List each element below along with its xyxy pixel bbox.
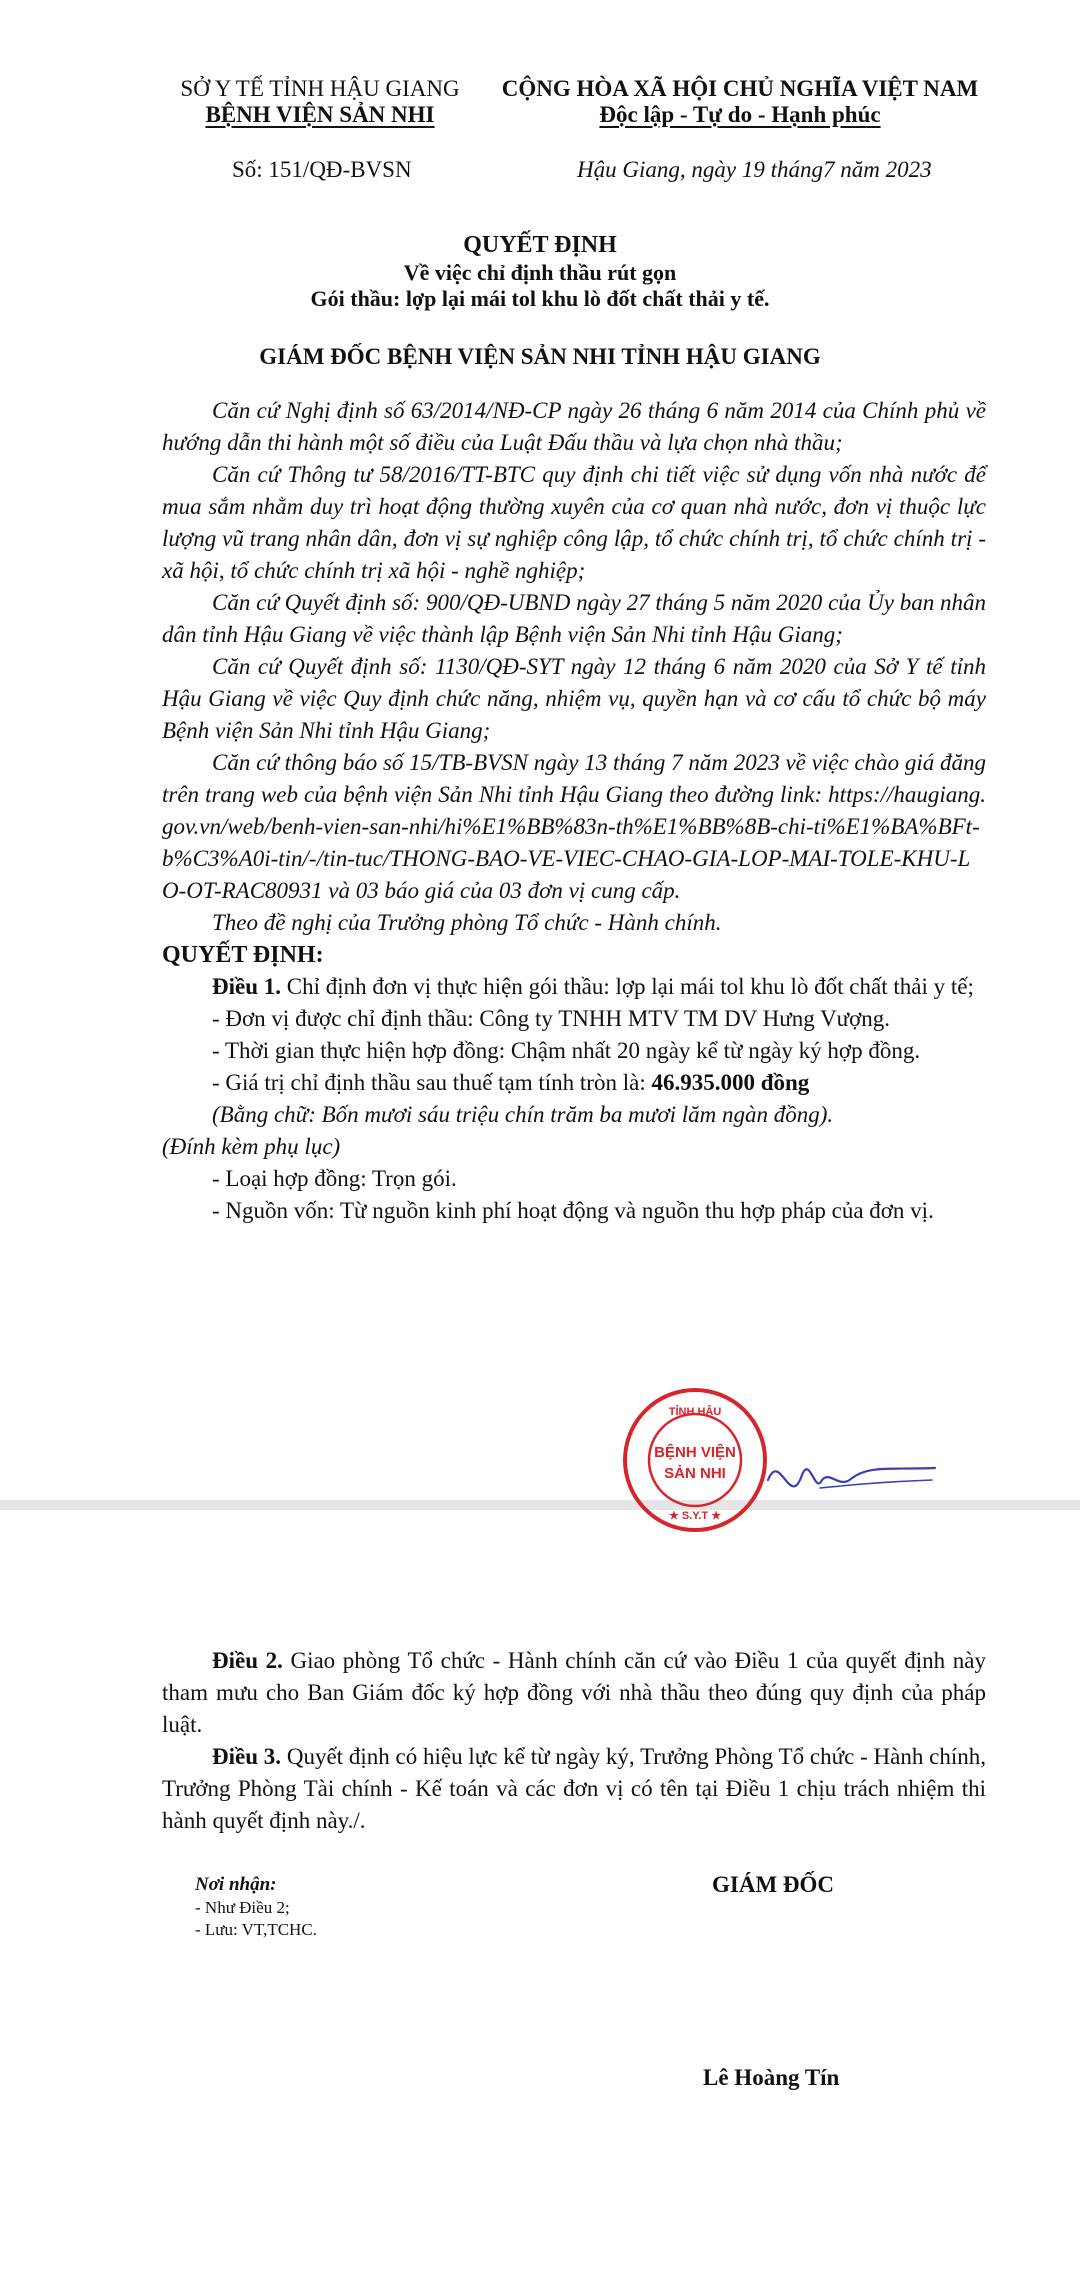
preamble-item: Căn cứ Thông tư 58/2016/TT-BTC quy định chi tiết việc sử dụng vốn nhà nước để mua sắm nhằm duy trì hoạt động thường xuyên của cơ quan nhà nước, đơn vị thuộc lực lượng vũ trang nhân dân, đơn vị sự nghiệp công lập, tổ chức chính trị, tổ chức chính trị - xã hội, tổ chức chính trị xã hội - nghề nghiệp; [162,462,986,583]
funding-source: - Nguồn vốn: Từ nguồn kinh phí hoạt động và nguồn thu hợp pháp của đơn vị. [212,1198,934,1223]
document-page-2 [0,1510,1080,2285]
issuer-hospital [170,102,470,128]
recipient-item: - Lưu: VT,TCHC. [195,1920,317,1939]
document-title: QUYẾT ĐỊNH [463,232,617,258]
value-amount: 46.935.000 đồng [651,1070,810,1095]
article-1-item: - Thời gian thực hiện hợp đồng: Chậm nhất 20 ngày kể từ ngày ký hợp đồng. [212,1038,921,1063]
package-name: Gói thầu: lợp lại mái tol khu lò đốt chất thải y tế. [310,286,770,311]
place-date: Hậu Giang, ngày 19 tháng7 năm 2023 [577,157,932,182]
svg-text:TỈNH HẬU: TỈNH HẬU [668,1406,722,1418]
article-3 [162,1741,986,1837]
hospital-seal-stamp [620,1385,770,1535]
recipient-item: - Như Điều 2; [195,1898,290,1917]
preamble-item: Theo đề nghị của Trưởng phòng Tổ chức - Hành chính. [212,910,722,935]
attachment-note: (Đính kèm phụ lục) [162,1134,341,1159]
preamble-item: Căn cứ Nghị định số 63/2014/NĐ-CP ngày 26 tháng 6 năm 2014 của Chính phủ về hướng dẫn thi hành một số điều của Luật Đấu thầu và lựa chọn nhà thầu; [162,398,986,455]
contract-type: - Loại hợp đồng: Trọn gói. [212,1166,457,1191]
article-3-text: Quyết định có hiệu lực kể từ ngày ký, Trưởng Phòng Tổ chức - Hành chính, Trưởng Phòng Tài chính - Kế toán và các đơn vị có tên tại Điều 1 chịu trách nhiệm thi hành quyết định này./. [162,1744,986,1833]
national-motto-label: Độc lập - Tự do - Hạnh phúc [599,102,881,127]
decision-heading: QUYẾT ĐỊNH: [162,942,324,968]
document-number: Số: 151/QĐ-BVSN [232,157,412,182]
recipients-title: Nơi nhận: [195,1874,277,1895]
article-1-item: - Đơn vị được chỉ định thầu: Công ty TNHH MTV TM DV Hưng Vượng. [212,1006,891,1031]
document-body [162,395,986,1227]
article-1 [162,971,986,1003]
signer-name: Lê Hoàng Tín [703,2065,840,2090]
handwritten-signature [760,1440,940,1520]
document-body-continued [162,1645,986,1837]
article-2-text: Giao phòng Tổ chức - Hành chính căn cứ vào Điều 1 của quyết định này tham mưu cho Ban Giám đốc ký hợp đồng với nhà thầu theo đúng quy định của pháp luật. [162,1648,986,1737]
article-1-text: Chỉ định đơn vị thực hiện gói thầu: lợp lại mái tol khu lò đốt chất thải y tế; [281,974,974,999]
issuer-department: SỞ Y TẾ TỈNH HẬU GIANG [180,76,460,101]
article-1-value [162,1067,986,1099]
preamble-item: Căn cứ Quyết định số: 900/QĐ-UBND ngày 27 tháng 5 năm 2020 của Ủy ban nhân dân tỉnh Hậu Giang về việc thành lập Bệnh viện Sản Nhi tỉnh Hậu Giang; [162,590,986,647]
svg-text:BỆNH VIỆN: BỆNH VIỆN [654,1444,736,1461]
svg-text:★ S.Y.T ★: ★ S.Y.T ★ [668,1510,722,1522]
article-1-label: Điều 1. [212,974,281,999]
preamble-item: Căn cứ Quyết định số: 1130/QĐ-SYT ngày 12 tháng 6 năm 2020 của Sở Y tế tỉnh Hậu Giang về việc Quy định chức năng, nhiệm vụ, quyền hạn và cơ cấu tổ chức bộ máy Bệnh viện Sản Nhi tỉnh Hậu Giang; [162,654,986,743]
article-2 [162,1645,986,1741]
article-3-label: Điều 3. [212,1744,282,1769]
issuer-hospital-label: BỆNH VIỆN SẢN NHI [205,102,435,127]
value-prefix: - Giá trị chỉ định thầu sau thuế tạm tính tròn là: [212,1070,652,1095]
national-title: CỘNG HÒA XÃ HỘI CHỦ NGHĨA VIỆT NAM [501,76,979,101]
signer-position: GIÁM ĐỐC [712,1872,835,1897]
value-in-words: (Bằng chữ: Bốn mươi sáu triệu chín trăm ba mươi lăm ngàn đồng). [212,1102,834,1127]
document-subject: Về việc chỉ định thầu rút gọn [403,260,677,285]
preamble-item: Căn cứ thông báo số 15/TB-BVSN ngày 13 tháng 7 năm 2023 về việc chào giá đăng trên trang web của bệnh viện Sản Nhi tỉnh Hậu Giang theo đường link: https://haugiang.gov.vn/web/benh-vien-san-nhi/hi%E1%BB%83n-th%E1%BB%8B-chi-ti%E1%BA%BFt-b%C3%A0i-tin/-/tin-tuc/THONG-BAO-VE-VIEC-CHAO-GIA-LOP-MAI-TOLE-KHU-LO-OT-RAC80931 và 03 báo giá của 03 đơn vị cung cấp. [162,750,987,903]
article-2-label: Điều 2. [212,1648,283,1673]
issuing-authority: GIÁM ĐỐC BỆNH VIỆN SẢN NHI TỈNH HẬU GIANG [259,344,821,369]
national-motto [490,102,990,128]
svg-text:SẢN NHI: SẢN NHI [664,1465,726,1482]
